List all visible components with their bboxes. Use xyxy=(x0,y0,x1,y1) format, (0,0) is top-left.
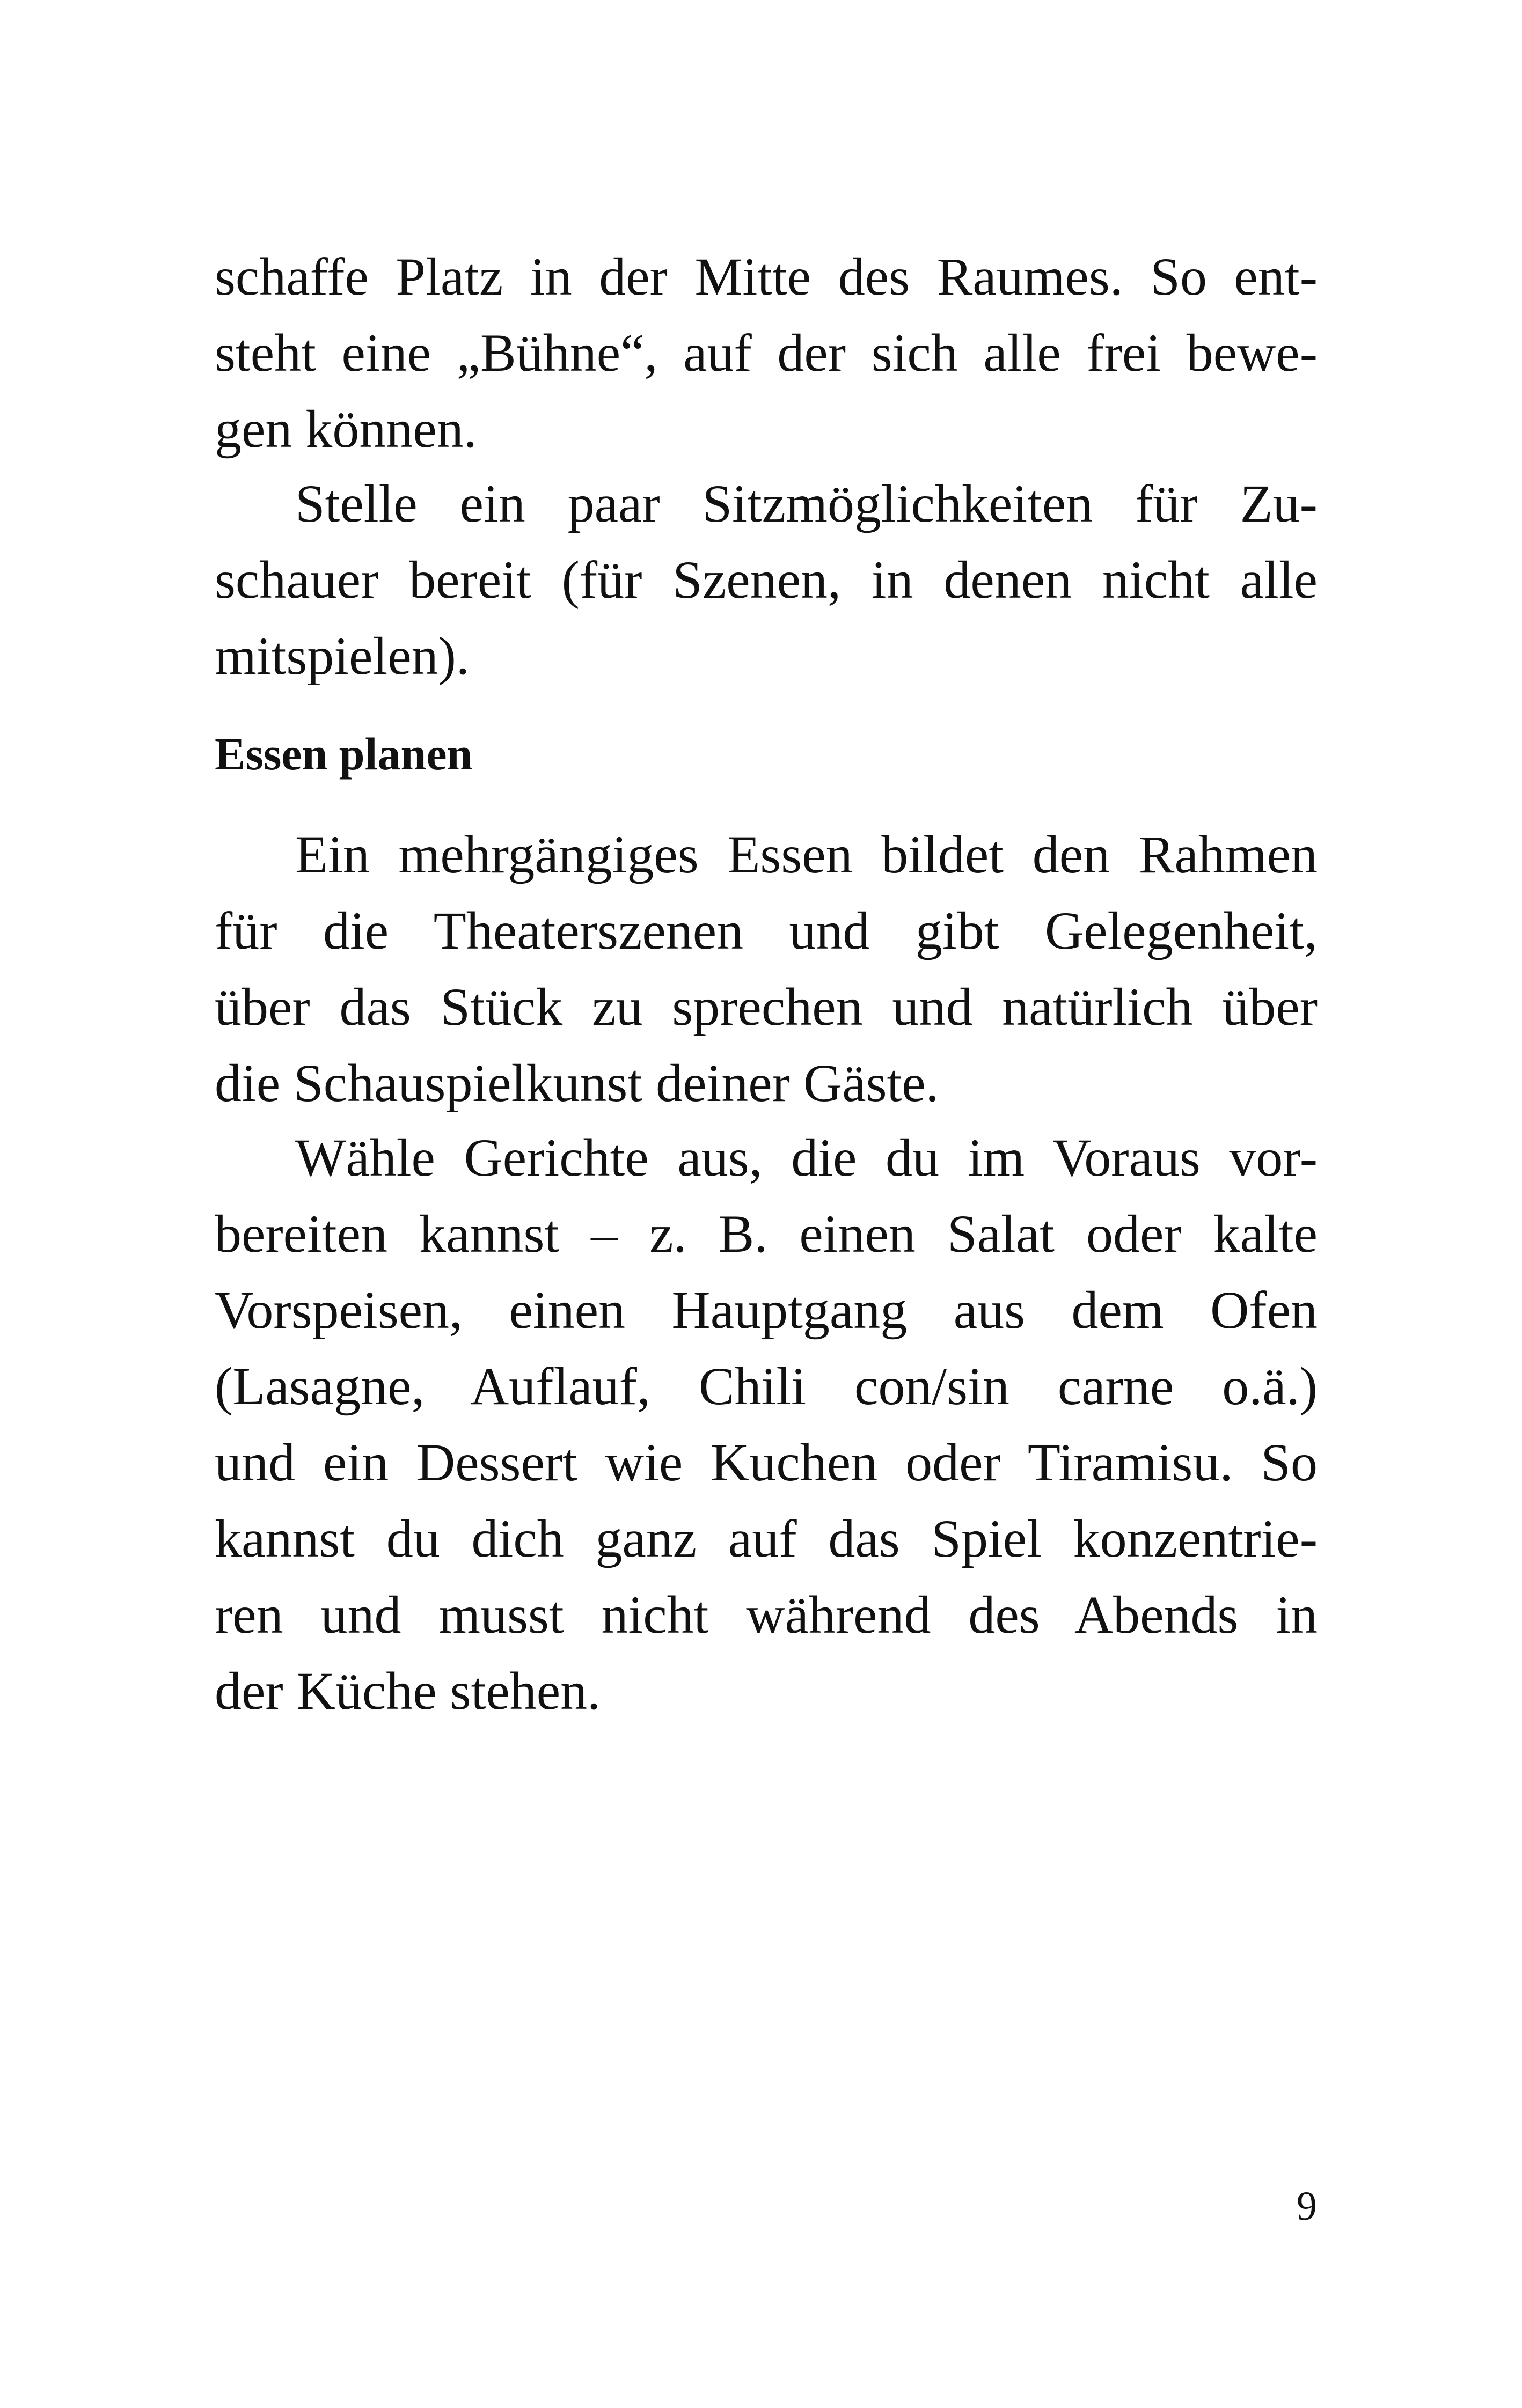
text-line: gen können. xyxy=(215,399,477,459)
text-line: (Lasagne, Auflauf, Chili con/sin carne o.ä.) xyxy=(215,1356,1318,1416)
paragraph-1 xyxy=(215,239,1318,467)
text-line: Vorspeisen, einen Hauptgang aus dem Ofen xyxy=(215,1280,1318,1340)
text-line: kannst du dich ganz auf das Spiel konzentrie- xyxy=(215,1509,1318,1568)
text-line: schauer bereit (für Szenen, in denen nicht alle xyxy=(215,550,1318,610)
text-line: Ein mehrgängiges Essen bildet den Rahmen xyxy=(215,825,1318,884)
text-line: schaffe Platz in der Mitte des Raumes. So ent- xyxy=(215,247,1318,306)
page-number: 9 xyxy=(1297,2184,1317,2229)
paragraph-2 xyxy=(215,466,1318,694)
text-line: bereiten kannst – z. B. einen Salat oder kalte xyxy=(215,1204,1318,1264)
text-line: mitspielen). xyxy=(215,626,470,686)
paragraph-4 xyxy=(215,1120,1318,1729)
text-line: über das Stück zu sprechen und natürlich über xyxy=(215,977,1318,1037)
text-line: die Schauspielkunst deiner Gäste. xyxy=(215,1053,939,1113)
section-heading: Essen planen xyxy=(215,728,473,780)
paragraph-3 xyxy=(215,817,1318,1121)
text-line: der Küche stehen. xyxy=(215,1661,601,1721)
text-line: für die Theaterszenen und gibt Gelegenheit, xyxy=(215,901,1318,960)
text-line: Wähle Gerichte aus, die du im Voraus vor- xyxy=(215,1128,1318,1187)
text-line: ren und musst nicht während des Abends in xyxy=(215,1585,1318,1645)
text-line: und ein Dessert wie Kuchen oder Tiramisu. So xyxy=(215,1433,1318,1492)
text-line: Stelle ein paar Sitzmöglichkeiten für Zu- xyxy=(215,474,1318,533)
text-line: steht eine „Bühne“, auf der sich alle frei bewe- xyxy=(215,323,1318,383)
